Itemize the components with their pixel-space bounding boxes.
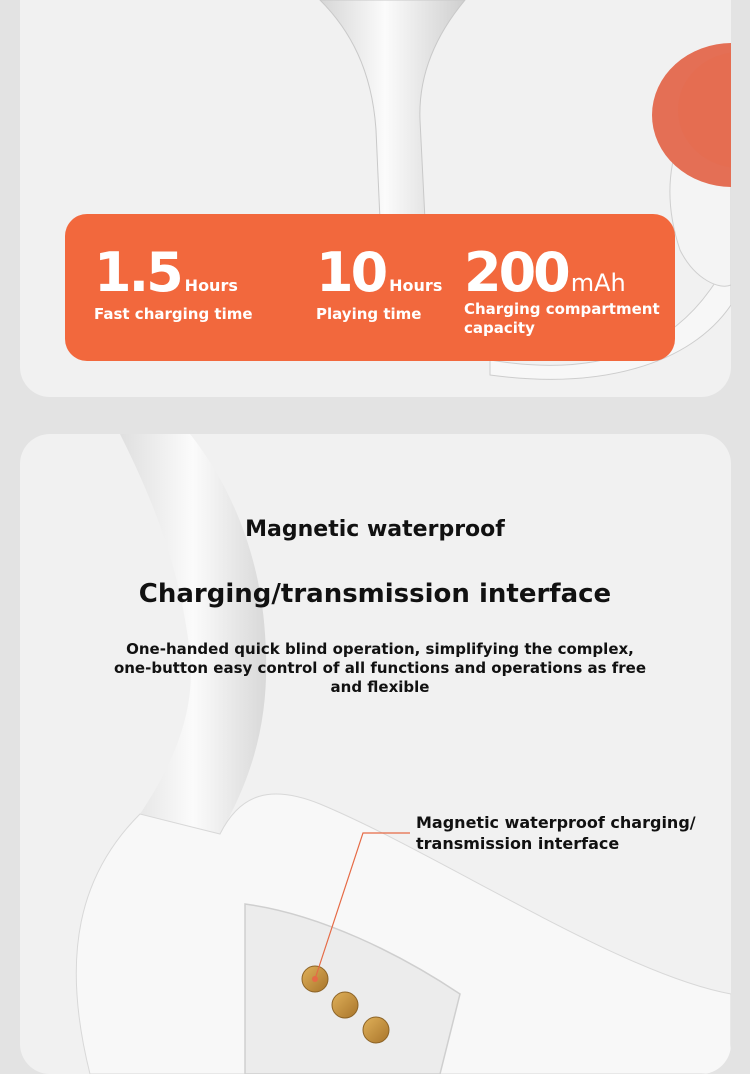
- section-subtitle: Magnetic waterproof: [245, 517, 505, 542]
- playing-time-stat: [316, 241, 443, 324]
- stat-unit: mAh: [570, 269, 626, 297]
- stat-label: Charging compartment capacity: [464, 300, 660, 337]
- stat-label: Fast charging time: [94, 305, 253, 323]
- stat-unit: Hours: [184, 276, 238, 295]
- charging-interface-callout: Magnetic waterproof charging/ transmission interface: [416, 813, 696, 853]
- fast-charging-stat: [94, 241, 253, 324]
- capacity-stat: [464, 241, 664, 338]
- stat-value: 10: [316, 241, 386, 304]
- spec-banner: [65, 214, 675, 361]
- stat-label: Playing time: [316, 305, 422, 323]
- section-description: One-handed quick blind operation, simplifying the complex, one-button easy control of all functions and operations as free and flexible: [113, 640, 647, 696]
- stat-value: 200: [464, 241, 568, 304]
- stat-unit: Hours: [389, 276, 443, 295]
- section-title: Charging/transmission interface: [138, 579, 612, 609]
- stat-value: 1.5: [94, 241, 181, 304]
